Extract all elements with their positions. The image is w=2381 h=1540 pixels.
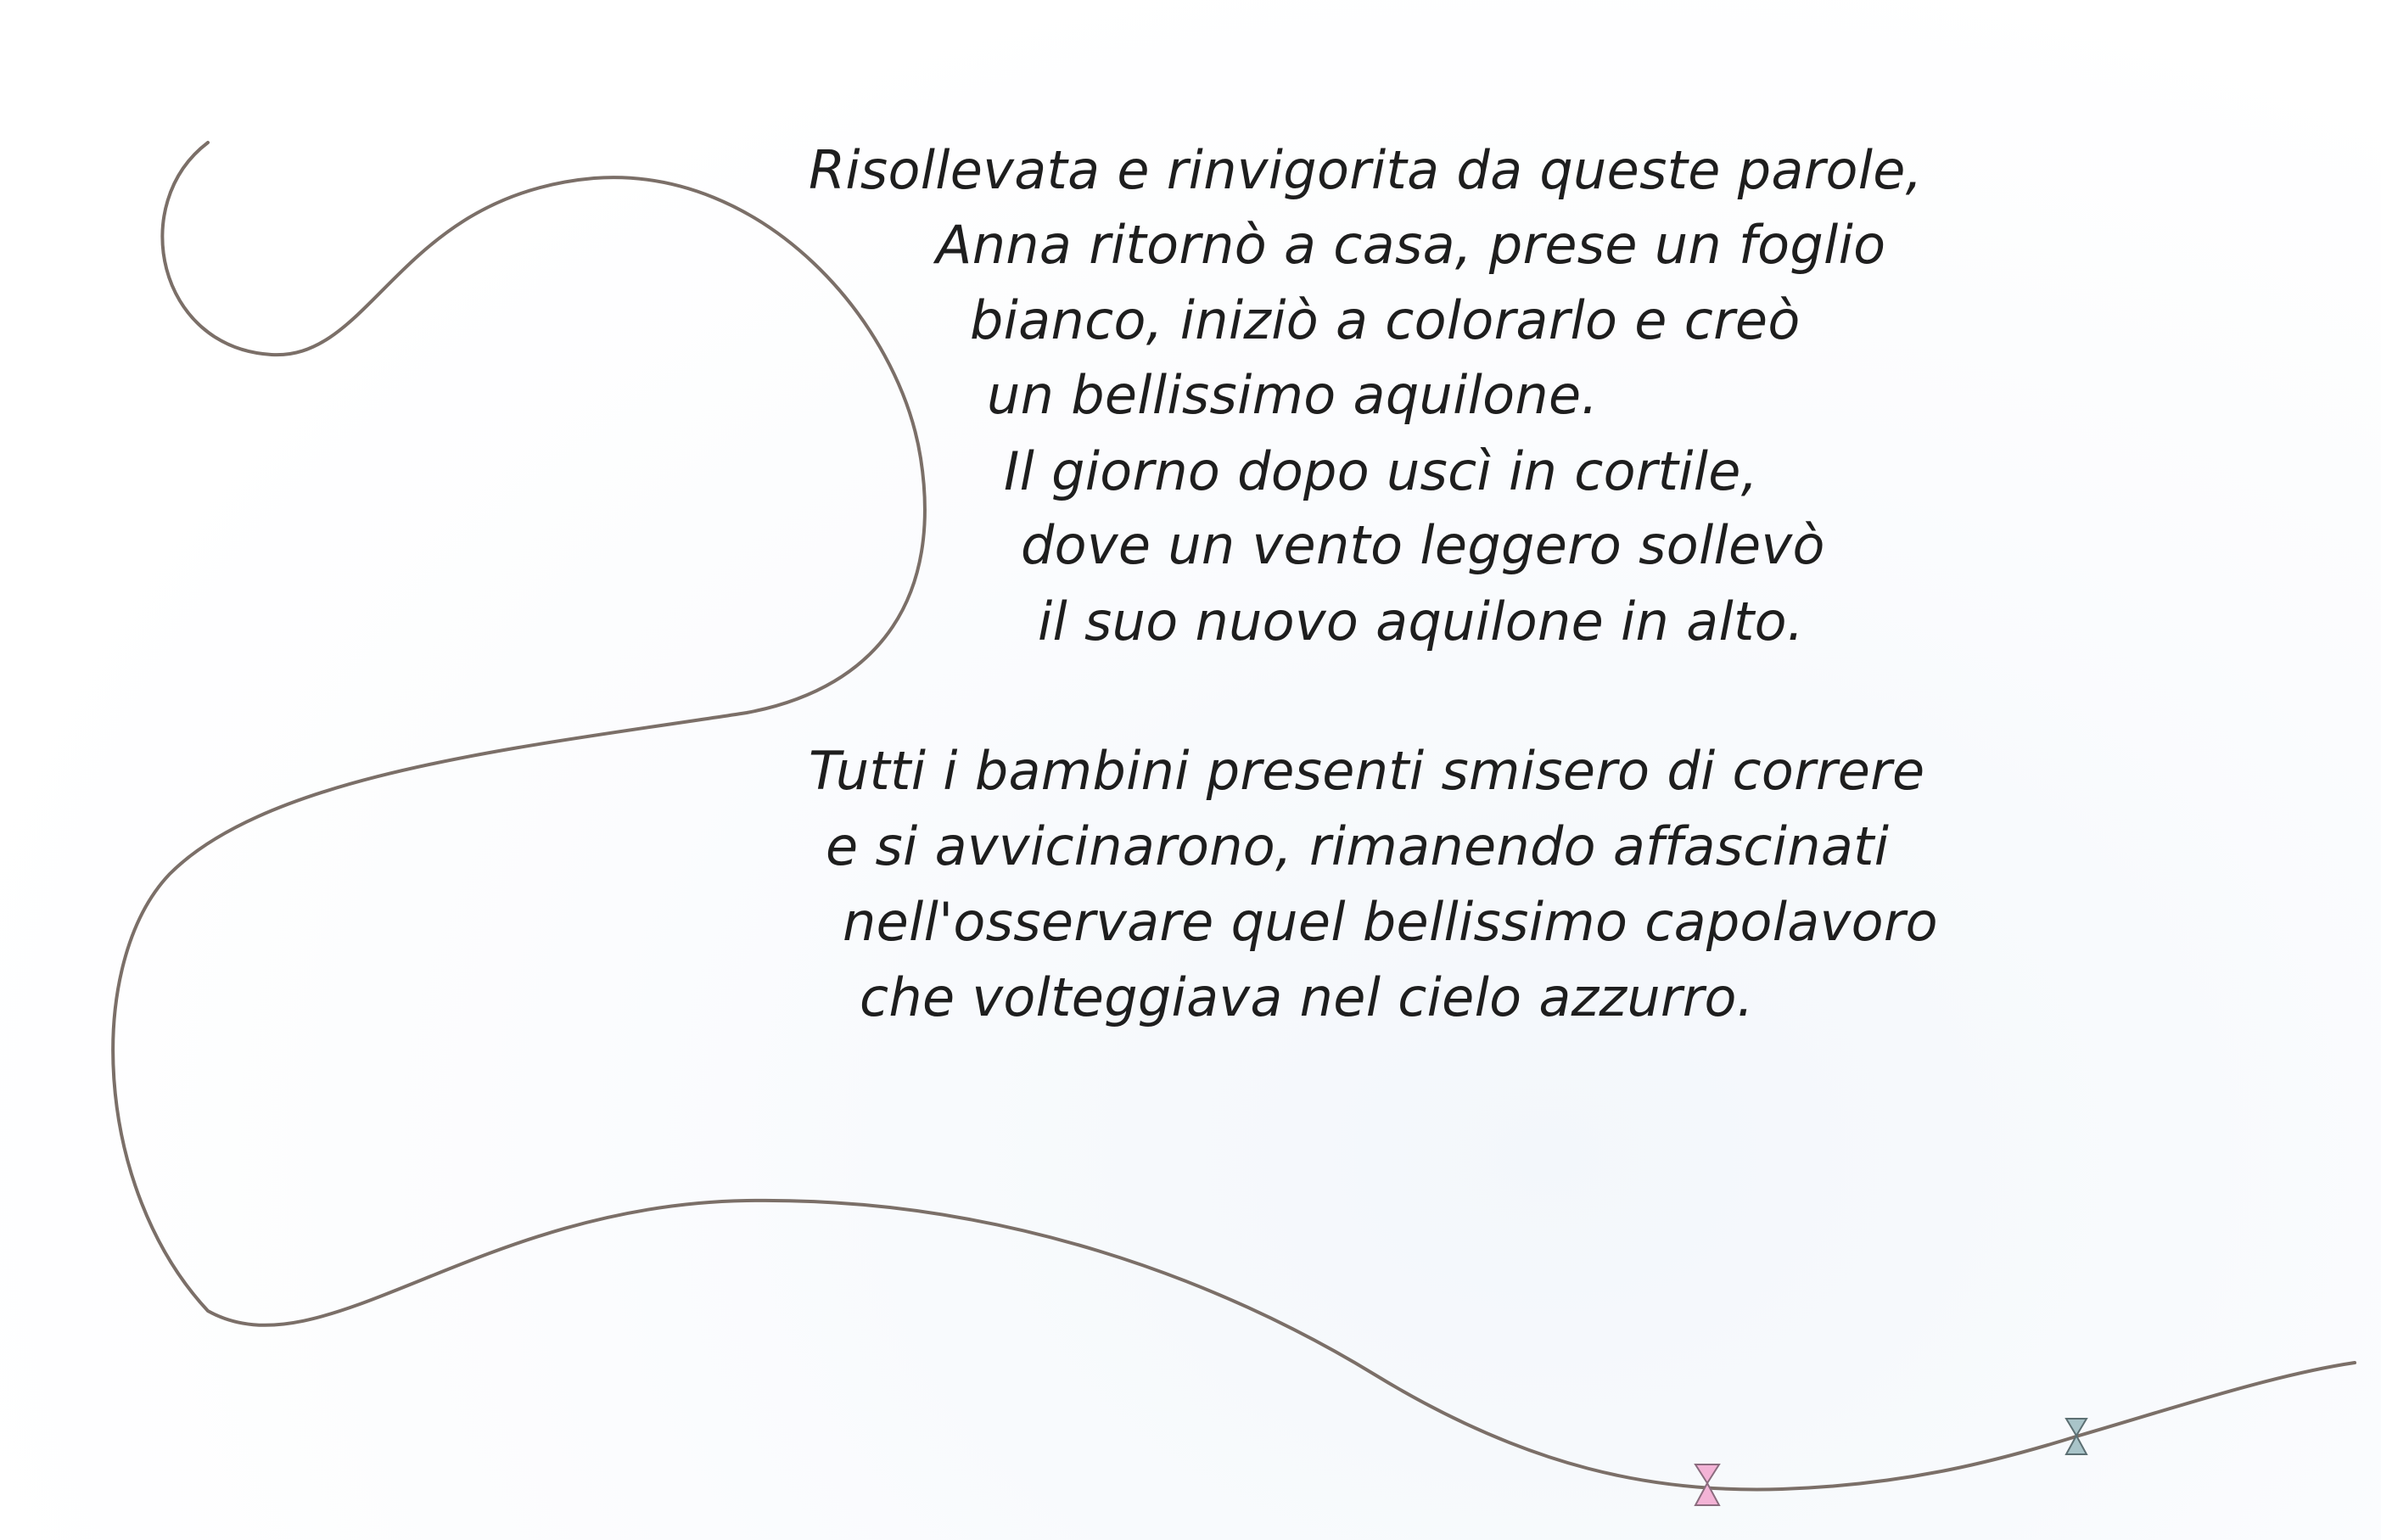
story-line: che volteggiava nel cielo azzurro. bbox=[860, 966, 1754, 1028]
story-line: Anna ritornò a casa, prese un foglio bbox=[936, 214, 1886, 276]
story-line: e si avvicinarono, rimanendo affascinati bbox=[826, 815, 1890, 877]
story-line: dove un vento leggero sollevò bbox=[1021, 514, 1825, 576]
story-line: il suo nuovo aquilone in alto. bbox=[1038, 591, 1804, 652]
story-line: Tutti i bambini presenti smisero di correre bbox=[809, 740, 1925, 802]
story-line: Risollevata e rinvigorita da queste parole, bbox=[809, 139, 1923, 201]
story-line: bianco, iniziò a colorarlo e creò bbox=[970, 289, 1801, 351]
story-line: un bellissimo aquilone. bbox=[987, 364, 1599, 426]
story-line: nell'osservare quel bellissimo capolavoro bbox=[843, 891, 1938, 953]
story-line: Il giorno dopo uscì in cortile, bbox=[1004, 440, 1758, 502]
